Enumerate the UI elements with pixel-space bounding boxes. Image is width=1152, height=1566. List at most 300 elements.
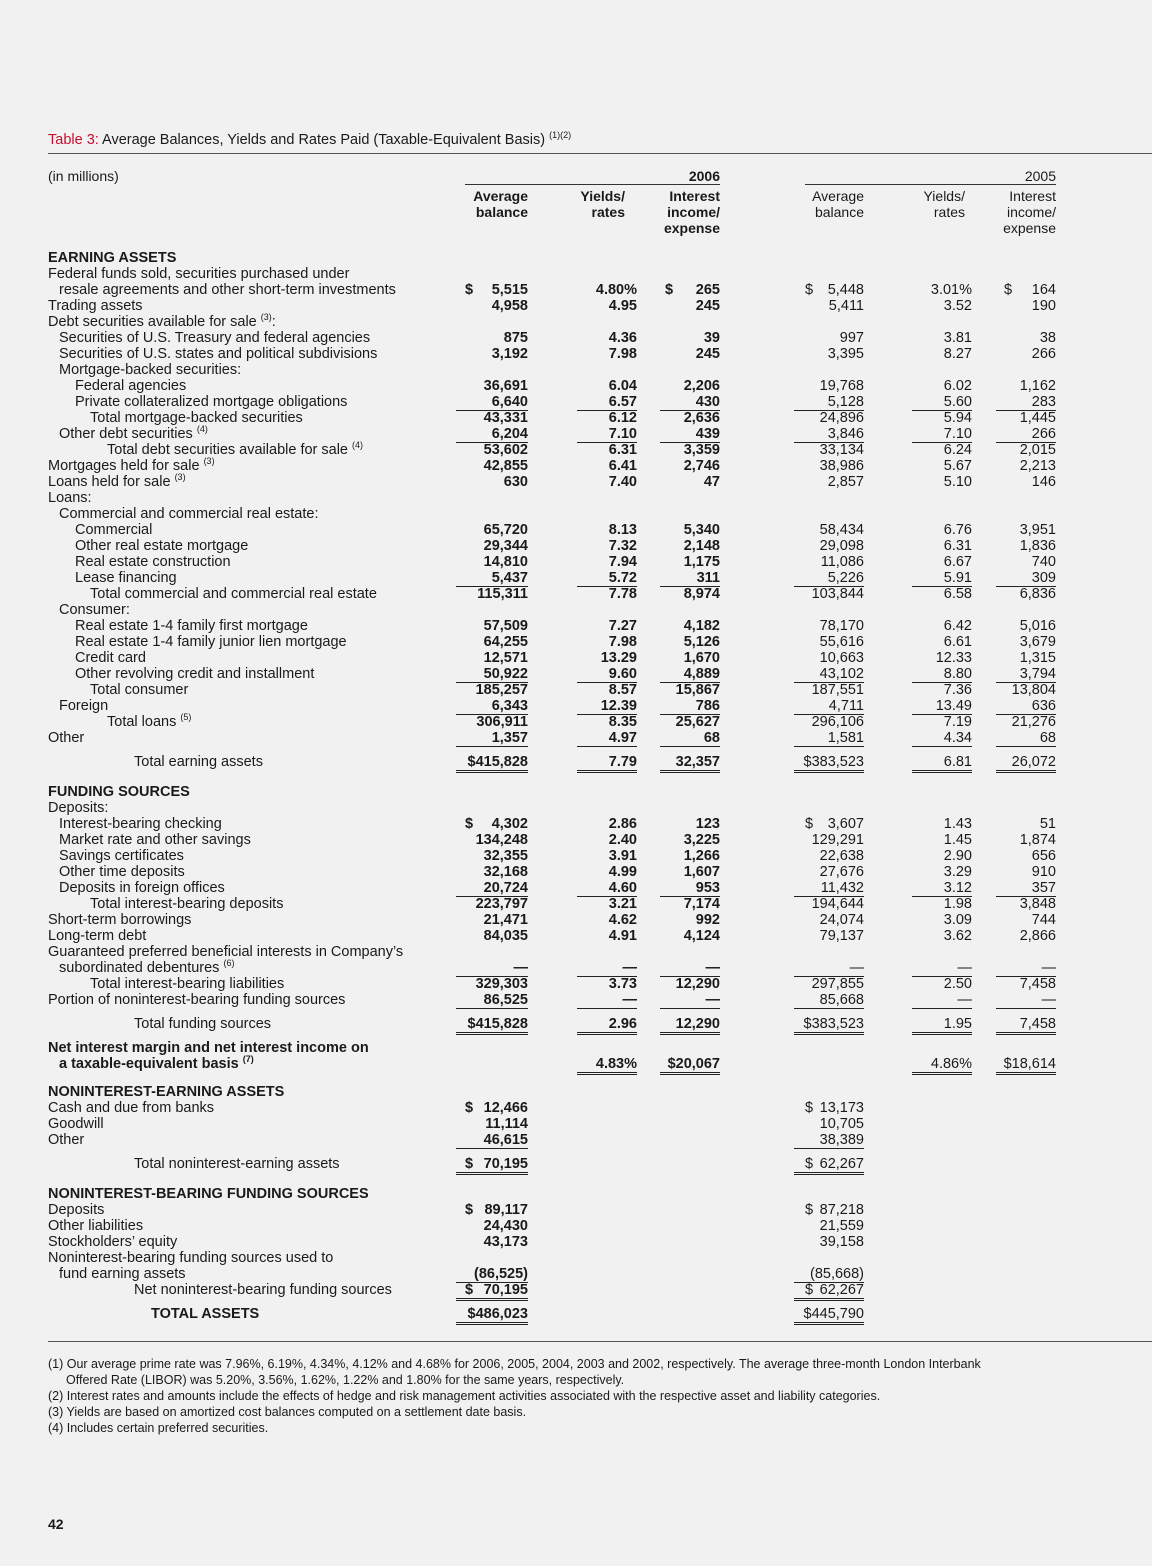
row-label: Federal agencies	[75, 378, 187, 394]
cell-avg-balance-2005: 78,170	[819, 618, 864, 634]
cell-interest-2006: 786	[660, 698, 720, 715]
cell-avg-balance-2005: 24,074	[819, 912, 864, 928]
cell-avg-balance-2005: 5,128	[794, 394, 864, 411]
cell-interest-2005: 357	[996, 880, 1056, 897]
row-label: Total earning assets	[134, 754, 263, 770]
cell-avg-balance-2005: 13,173	[819, 1100, 864, 1116]
cell-interest-2005: 2,015	[1019, 442, 1056, 458]
cell-interest-2005: —	[996, 992, 1056, 1009]
cell-interest-2006: 953	[660, 880, 720, 897]
cell-avg-balance-2005: 129,291	[811, 832, 864, 848]
cell-avg-balance-2005: 39,158	[819, 1234, 864, 1250]
dollar-sign: $	[465, 1156, 474, 1172]
cell-interest-2006: 12,290	[675, 976, 720, 992]
table-row	[0, 816, 1152, 832]
cell-yield-2005: 3.12	[912, 880, 972, 897]
row-label: Lease financing	[75, 570, 177, 586]
table-title-footnote-ref: (1)(2)	[549, 130, 572, 140]
row-label: Other real estate mortgage	[75, 538, 249, 554]
cell-yield-2006: 7.40	[608, 474, 637, 490]
table-row	[0, 1016, 1152, 1032]
cell-interest-2005: 7,458	[996, 1016, 1056, 1035]
cell-interest-2006: 25,627	[675, 714, 720, 730]
cell-interest-2005: 21,276	[1011, 714, 1056, 730]
cell-yield-2005: 7.10	[912, 426, 972, 443]
row-label: Deposits in foreign offices	[59, 880, 225, 896]
cell-avg-balance-2006: 5,515	[491, 282, 528, 298]
cell-avg-balance-2005: 187,551	[811, 682, 864, 698]
cell-yield-2005: 6.02	[943, 378, 972, 394]
cell-interest-2005: 3,848	[1019, 896, 1056, 912]
table-row	[0, 1132, 1152, 1148]
cell-avg-balance-2006: 70,195	[456, 1156, 528, 1175]
cell-avg-balance-2005: 58,434	[819, 522, 864, 538]
row-label: Stockholders’ equity	[48, 1234, 178, 1250]
cell-avg-balance-2005: 3,607	[827, 816, 864, 832]
cell-interest-2006: 3,225	[683, 832, 720, 848]
cell-yield-2006: 7.10	[577, 426, 637, 443]
cell-interest-2006: 2,206	[683, 378, 720, 394]
table-row	[0, 506, 1152, 522]
table-row	[0, 1040, 1152, 1056]
cell-interest-2006: 2,148	[683, 538, 720, 554]
table-row	[0, 1218, 1152, 1234]
cell-yield-2005: 12.33	[935, 650, 972, 666]
cell-interest-2005: 13,804	[1011, 682, 1056, 698]
cell-avg-balance-2006: 6,640	[456, 394, 528, 411]
cell-yield-2006: 4.99	[608, 864, 637, 880]
section-heading: NONINTEREST-BEARING FUNDING SOURCES	[48, 1186, 369, 1202]
row-label: Credit card	[75, 650, 146, 666]
section-heading: FUNDING SOURCES	[48, 784, 190, 800]
table-row	[0, 730, 1152, 746]
cell-avg-balance-2005: (85,668)	[794, 1266, 864, 1283]
row-label: Deposits	[48, 1202, 105, 1218]
cell-avg-balance-2006: 50,922	[456, 666, 528, 683]
row-label: Other	[48, 1132, 85, 1148]
table-row	[0, 378, 1152, 394]
cell-interest-2005: 51	[1039, 816, 1056, 832]
row-label: Total consumer	[90, 682, 189, 698]
cell-yield-2006: 2.86	[608, 816, 637, 832]
cell-avg-balance-2005: 55,616	[819, 634, 864, 650]
cell-interest-2005: 1,836	[1019, 538, 1056, 554]
cell-interest-2006: 1,670	[683, 650, 720, 666]
table-row	[0, 784, 1152, 800]
row-label: Other time deposits	[59, 864, 185, 880]
dollar-sign: $	[805, 1100, 814, 1116]
cell-yield-2005: 3.09	[943, 912, 972, 928]
cell-avg-balance-2006: 3,192	[491, 346, 528, 362]
cell-avg-balance-2006: 12,466	[483, 1100, 528, 1116]
cell-avg-balance-2006: 630	[503, 474, 528, 490]
cell-interest-2006: 5,340	[683, 522, 720, 538]
cell-avg-balance-2005: 19,768	[819, 378, 864, 394]
dollar-sign: $	[805, 282, 814, 298]
cell-avg-balance-2005: 2,857	[827, 474, 864, 490]
cell-avg-balance-2006: 43,331	[483, 410, 528, 426]
table-row	[0, 960, 1152, 976]
cell-interest-2006: 15,867	[675, 682, 720, 698]
cell-avg-balance-2005: 4,711	[794, 698, 864, 715]
cell-avg-balance-2005: $383,523	[794, 754, 864, 773]
cell-interest-2005: 1,445	[1019, 410, 1056, 426]
cell-yield-2006: 7.98	[608, 634, 637, 650]
cell-yield-2006: 9.60	[577, 666, 637, 683]
cell-avg-balance-2005: 3,395	[827, 346, 864, 362]
col-header-interest-2005: Interest income/ expense	[1003, 188, 1056, 236]
cell-interest-2006: 2,636	[683, 410, 720, 426]
cell-interest-2005: —	[996, 960, 1056, 977]
cell-yield-2006: 2.96	[577, 1016, 637, 1035]
row-label: Securities of U.S. Treasury and federal agencies	[59, 330, 371, 346]
row-label: Real estate 1-4 family junior lien mortgage	[75, 634, 347, 650]
cell-interest-2006: 439	[660, 426, 720, 443]
cell-avg-balance-2005: 85,668	[794, 992, 864, 1009]
row-label: Total interest-bearing liabilities	[90, 976, 285, 992]
cell-interest-2006: 1,266	[683, 848, 720, 864]
cell-avg-balance-2006: 32,355	[483, 848, 528, 864]
cell-interest-2005: 3,794	[996, 666, 1056, 683]
cell-avg-balance-2006: $415,828	[456, 754, 528, 773]
table-row	[0, 250, 1152, 266]
cell-interest-2005: 744	[1031, 912, 1056, 928]
section-heading: EARNING ASSETS	[48, 250, 177, 266]
table-row	[0, 442, 1152, 458]
row-label: Deposits:	[48, 800, 109, 816]
row-label: Commercial and commercial real estate:	[59, 506, 319, 522]
table-row	[0, 1202, 1152, 1218]
cell-yield-2005: —	[912, 992, 972, 1009]
cell-interest-2006: 245	[695, 346, 720, 362]
section-heading: NONINTEREST-EARNING ASSETS	[48, 1084, 285, 1100]
cell-avg-balance-2005: 21,559	[819, 1218, 864, 1234]
cell-yield-2006: 6.12	[608, 410, 637, 426]
cell-avg-balance-2005: $445,790	[794, 1306, 864, 1325]
cell-yield-2006: 2.40	[608, 832, 637, 848]
cell-avg-balance-2006: 89,117	[484, 1202, 528, 1218]
table-row	[0, 1156, 1152, 1172]
row-label: Other debt securities $^{(4)}$	[59, 424, 208, 442]
cell-interest-2005: 164	[1031, 282, 1056, 298]
cell-yield-2005: 2.50	[943, 976, 972, 992]
row-label: Mortgages held for sale $^{(3)}$	[48, 456, 215, 474]
cell-interest-2005: 190	[1031, 298, 1056, 314]
cell-interest-2005: 68	[996, 730, 1056, 747]
table-title-text: Average Balances, Yields and Rates Paid (Taxable-Equivalent Basis)	[102, 131, 546, 148]
cell-avg-balance-2006: 329,303	[475, 976, 528, 992]
cell-avg-balance-2006: $486,023	[456, 1306, 528, 1325]
table-row	[0, 666, 1152, 682]
cell-interest-2006: 2,746	[683, 458, 720, 474]
cell-yield-2005: 5.10	[943, 474, 972, 490]
col-header-yields-2005: Yields/ rates	[923, 188, 965, 220]
footnote-1-cont: Offered Rate (LIBOR) was 5.20%, 3.56%, 1.62%, 1.22% and 1.80% for the same years, respectively.	[66, 1373, 625, 1387]
cell-avg-balance-2006: 4,302	[491, 816, 528, 832]
cell-yield-2006: 3.73	[608, 976, 637, 992]
table-row	[0, 1084, 1152, 1100]
table-row	[0, 848, 1152, 864]
cell-yield-2006: 4.95	[608, 298, 637, 314]
table-row	[0, 1100, 1152, 1116]
cell-yield-2006: 3.91	[608, 848, 637, 864]
cell-avg-balance-2006: 32,168	[483, 864, 528, 880]
cell-avg-balance-2005: 296,106	[811, 714, 864, 730]
table-row	[0, 554, 1152, 570]
cell-interest-2006: 39	[703, 330, 720, 346]
cell-yield-2006: 7.27	[608, 618, 637, 634]
cell-yield-2006: 4.83%	[577, 1056, 637, 1075]
cell-avg-balance-2005: 5,226	[794, 570, 864, 587]
table-row	[0, 682, 1152, 698]
cell-avg-balance-2005: 27,676	[819, 864, 864, 880]
cell-interest-2005: 5,016	[1019, 618, 1056, 634]
cell-avg-balance-2006: 134,248	[475, 832, 528, 848]
cell-avg-balance-2006: 24,430	[483, 1218, 528, 1234]
table-row	[0, 1186, 1152, 1202]
cell-yield-2006: 6.57	[577, 394, 637, 411]
table-row	[0, 754, 1152, 770]
cell-yield-2005: 1.43	[943, 816, 972, 832]
cell-avg-balance-2006: (86,525)	[456, 1266, 528, 1283]
cell-interest-2005: 910	[1031, 864, 1056, 880]
dollar-sign: $	[805, 1156, 814, 1172]
cell-interest-2006: 4,889	[660, 666, 720, 683]
cell-interest-2006: 311	[660, 570, 720, 587]
footnote-4: (4) Includes certain preferred securities.	[48, 1421, 269, 1435]
row-label: Total noninterest-earning assets	[134, 1156, 340, 1172]
cell-yield-2006: 8.35	[608, 714, 637, 730]
cell-yield-2005: 6.76	[943, 522, 972, 538]
cell-interest-2006: 1,607	[683, 864, 720, 880]
year-2006: 2006	[465, 168, 720, 185]
cell-avg-balance-2005: 297,855	[811, 976, 864, 992]
dollar-sign: $	[465, 1202, 474, 1218]
cell-yield-2005: 6.58	[943, 586, 972, 602]
cell-interest-2005: 7,458	[1019, 976, 1056, 992]
table-row	[0, 426, 1152, 442]
cell-avg-balance-2006: 6,343	[456, 698, 528, 715]
cell-interest-2006: 5,126	[683, 634, 720, 650]
cell-avg-balance-2005: 194,644	[811, 896, 864, 912]
cell-interest-2006: 3,359	[683, 442, 720, 458]
cell-avg-balance-2006: 14,810	[483, 554, 528, 570]
cell-yield-2005: —	[912, 960, 972, 977]
cell-interest-2006: —	[660, 960, 720, 977]
cell-interest-2005: 283	[996, 394, 1056, 411]
cell-yield-2006: 8.57	[608, 682, 637, 698]
page-number: 42	[48, 1516, 64, 1532]
table-row	[0, 944, 1152, 960]
dollar-sign: $	[465, 1282, 474, 1298]
cell-yield-2006: 13.29	[600, 650, 637, 666]
cell-avg-balance-2005: 103,844	[811, 586, 864, 602]
row-label: Goodwill	[48, 1116, 104, 1132]
cell-interest-2006: 68	[660, 730, 720, 747]
cell-interest-2005: 3,951	[1019, 522, 1056, 538]
table-row	[0, 602, 1152, 618]
table-row	[0, 634, 1152, 650]
cell-avg-balance-2005: 5,448	[827, 282, 864, 298]
cell-avg-balance-2005: 62,267	[794, 1282, 864, 1301]
footnote-2: (2) Interest rates and amounts include the effects of hedge and risk management activities associated with the respective asset and liability categories.	[48, 1389, 881, 1403]
cell-yield-2005: 3.52	[943, 298, 972, 314]
cell-yield-2006: 7.78	[608, 586, 637, 602]
cell-avg-balance-2006: 64,255	[483, 634, 528, 650]
cell-avg-balance-2005: 29,098	[819, 538, 864, 554]
cell-interest-2006: 47	[703, 474, 720, 490]
cell-avg-balance-2006: —	[456, 960, 528, 977]
cell-interest-2005: 656	[1031, 848, 1056, 864]
cell-yield-2005: 8.27	[943, 346, 972, 362]
cell-avg-balance-2006: $415,828	[456, 1016, 528, 1035]
cell-interest-2006: 12,290	[660, 1016, 720, 1035]
table-row	[0, 362, 1152, 378]
cell-yield-2006: 4.36	[608, 330, 637, 346]
cell-yield-2006: 6.31	[608, 442, 637, 458]
table-row	[0, 800, 1152, 816]
table-row	[0, 864, 1152, 880]
cell-avg-balance-2005: 24,896	[819, 410, 864, 426]
cell-interest-2006: 245	[695, 298, 720, 314]
cell-avg-balance-2006: 223,797	[475, 896, 528, 912]
cell-yield-2005: 2.90	[943, 848, 972, 864]
row-label: Securities of U.S. states and political subdivisions	[59, 346, 378, 362]
footnotes	[48, 1356, 981, 1436]
row-label: Long-term debt	[48, 928, 147, 944]
cell-yield-2006: 4.62	[608, 912, 637, 928]
table-row	[0, 1250, 1152, 1266]
cell-yield-2005: 1.45	[943, 832, 972, 848]
row-label: Consumer:	[59, 602, 130, 618]
cell-avg-balance-2006: 5,437	[456, 570, 528, 587]
row-label: Market rate and other savings	[59, 832, 251, 848]
cell-avg-balance-2005: 997	[839, 330, 864, 346]
cell-yield-2006: 7.79	[577, 754, 637, 773]
cell-avg-balance-2006: 57,509	[483, 618, 528, 634]
col-header-avg-balance-2006: Average balance	[473, 188, 528, 220]
table-row	[0, 314, 1152, 330]
table-row	[0, 976, 1152, 992]
cell-avg-balance-2006: 43,173	[483, 1234, 528, 1250]
cell-avg-balance-2006: 86,525	[456, 992, 528, 1009]
cell-yield-2005: 6.67	[943, 554, 972, 570]
row-label: Mortgage-backed securities:	[59, 362, 242, 378]
footnote-1: (1) Our average prime rate was 7.96%, 6.19%, 4.34%, 4.12% and 4.68% for 2006, 2005, 2004, 2003 and 2002, respectively. The average three-month London Interbank	[48, 1357, 981, 1371]
section-heading: TOTAL ASSETS	[151, 1306, 260, 1322]
table-row	[0, 1116, 1152, 1132]
table-row	[0, 1282, 1152, 1298]
cell-yield-2006: 5.72	[577, 570, 637, 587]
table-row	[0, 992, 1152, 1008]
row-label: Total interest-bearing deposits	[90, 896, 284, 912]
col-header-yields-2006: Yields/ rates	[580, 188, 625, 220]
cell-avg-balance-2005: 87,218	[819, 1202, 864, 1218]
cell-yield-2006: 6.04	[608, 378, 637, 394]
cell-yield-2005: 4.86%	[912, 1056, 972, 1075]
table-row	[0, 1056, 1152, 1072]
table-number: Table 3:	[48, 131, 99, 148]
table-row	[0, 586, 1152, 602]
cell-yield-2006: 4.91	[608, 928, 637, 944]
table-row	[0, 490, 1152, 506]
table-row	[0, 618, 1152, 634]
cell-yield-2005: 6.31	[943, 538, 972, 554]
col-header-interest-2006: Interest income/ expense	[663, 188, 720, 236]
row-label: resale agreements and other short-term investments	[59, 282, 396, 298]
table-row	[0, 266, 1152, 282]
cell-avg-balance-2006: 875	[503, 330, 528, 346]
table-row	[0, 570, 1152, 586]
cell-yield-2006: 7.98	[608, 346, 637, 362]
row-label: Savings certificates	[59, 848, 184, 864]
row-label: Trading assets	[48, 298, 143, 314]
cell-interest-2005: 2,213	[1019, 458, 1056, 474]
row-label: Portion of noninterest-bearing funding sources	[48, 992, 346, 1008]
table-row	[0, 458, 1152, 474]
cell-avg-balance-2005: 11,432	[794, 880, 864, 897]
cell-interest-2006: 4,182	[683, 618, 720, 634]
cell-avg-balance-2006: 185,257	[475, 682, 528, 698]
table-row	[0, 1306, 1152, 1322]
dollar-sign: $	[665, 282, 674, 298]
row-label: Short-term borrowings	[48, 912, 192, 928]
cell-interest-2005: 266	[996, 426, 1056, 443]
cell-interest-2005: 636	[996, 698, 1056, 715]
table-row	[0, 394, 1152, 410]
cell-yield-2005: 6.24	[943, 442, 972, 458]
cell-interest-2005: 309	[996, 570, 1056, 587]
table-row	[0, 1266, 1152, 1282]
table-row	[0, 928, 1152, 944]
cell-yield-2005: 3.01%	[930, 282, 972, 298]
cell-avg-balance-2005: 43,102	[794, 666, 864, 683]
cell-avg-balance-2005: 1,581	[794, 730, 864, 747]
cell-avg-balance-2006: 1,357	[456, 730, 528, 747]
cell-yield-2005: 7.19	[943, 714, 972, 730]
cell-avg-balance-2005: 62,267	[794, 1156, 864, 1175]
cell-interest-2005: $18,614	[996, 1056, 1056, 1075]
cell-avg-balance-2006: 20,724	[456, 880, 528, 897]
cell-avg-balance-2005: 22,638	[819, 848, 864, 864]
cell-avg-balance-2006: 84,035	[483, 928, 528, 944]
cell-avg-balance-2006: 65,720	[483, 522, 528, 538]
table-row	[0, 538, 1152, 554]
cell-avg-balance-2005: 10,705	[819, 1116, 864, 1132]
dollar-sign: $	[465, 816, 474, 832]
cell-avg-balance-2005: 38,389	[794, 1132, 864, 1149]
cell-yield-2005: 13.49	[912, 698, 972, 715]
table-row	[0, 282, 1152, 298]
cell-yield-2005: 5.67	[943, 458, 972, 474]
cell-yield-2006: —	[577, 960, 637, 977]
cell-interest-2006: 8,974	[683, 586, 720, 602]
dollar-sign: $	[465, 1100, 474, 1116]
row-label: Total commercial and commercial real estate	[90, 586, 377, 602]
cell-yield-2005: 6.42	[943, 618, 972, 634]
dollar-sign: $	[805, 1282, 814, 1298]
row-label: fund earning assets	[59, 1266, 186, 1282]
units-label: (in millions)	[48, 168, 119, 184]
cell-yield-2005: 3.81	[943, 330, 972, 346]
cell-yield-2006: 4.80%	[595, 282, 637, 298]
cell-interest-2005: 2,866	[1019, 928, 1056, 944]
dollar-sign: $	[805, 1202, 814, 1218]
row-label: Federal funds sold, securities purchased under	[48, 266, 350, 282]
cell-avg-balance-2006: 53,602	[483, 442, 528, 458]
cell-interest-2006: 992	[695, 912, 720, 928]
row-label: Noninterest-bearing funding sources used to	[48, 1250, 334, 1266]
